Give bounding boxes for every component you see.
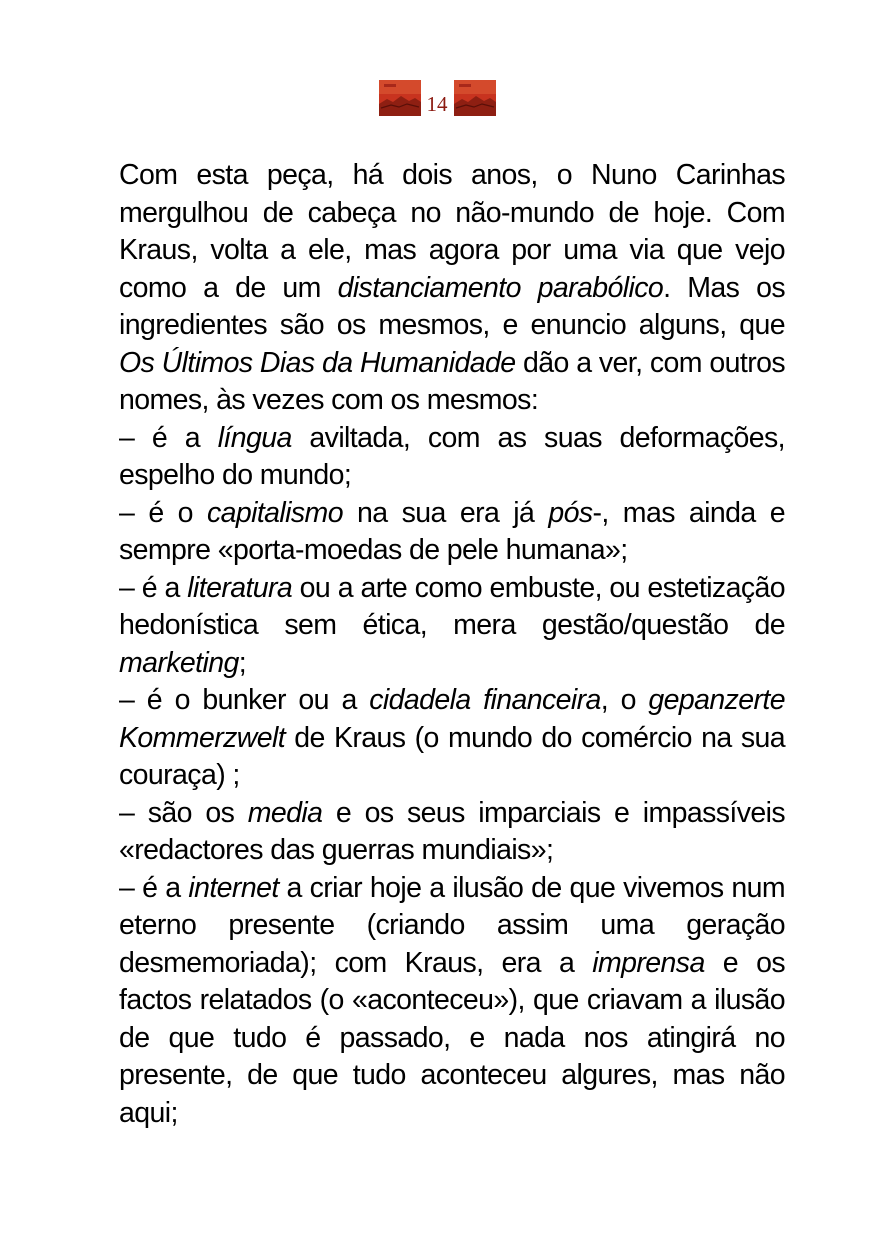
red-landscape-ornament-icon — [379, 80, 421, 116]
text-run: – é a — [119, 421, 218, 454]
text-run: dão a ver, com outros nomes, às vezes com os mesmos: — [119, 346, 785, 416]
text-run: – é o — [119, 496, 207, 529]
italic-run: imprensa — [592, 946, 705, 979]
text-run: – é o bunker ou a — [119, 684, 370, 716]
text-run: – é a — [119, 571, 188, 604]
text-run: e os seus imparciais e impassíveis «redactores das guerras mundiais»; — [119, 796, 785, 866]
list-item-lingua — [119, 420, 785, 495]
italic-run: cidadela financeira — [369, 684, 601, 716]
page-header — [0, 76, 874, 116]
italic-run: capitalismo — [206, 496, 343, 529]
list-item-capitalismo — [119, 495, 785, 570]
italic-run: gepanzerte Kommerzwelt — [119, 684, 785, 754]
italic-run: língua — [217, 421, 292, 454]
italic-run: Os Últimos Dias da Humanidade — [119, 346, 516, 379]
page-number: 14 — [426, 92, 448, 116]
text-run: ; — [238, 646, 247, 679]
list-item-bunker — [119, 682, 785, 795]
text-run: Com esta peça, há dois anos, o Nuno Carinhas mergulhou de cabeça no não-mundo de hoje. Com Kraus, volta a ele, mas agora por uma via que vejo como a de um — [119, 159, 785, 304]
text-run: – é a — [119, 871, 189, 904]
text-run: -, mas ainda e sempre «porta-moedas de pele humana»; — [119, 496, 785, 566]
list-item-internet — [119, 870, 785, 1133]
list-item-media — [119, 795, 785, 870]
italic-run: pós — [548, 496, 593, 529]
text-run: e os factos relatados (o «aconteceu»), que criavam a ilusão de que tudo é passado, e nada nos atingirá no presente, de que tudo aconteceu algures, mas não aqui; — [119, 946, 785, 1129]
italic-run: marketing — [119, 646, 239, 679]
paragraph-intro — [119, 157, 785, 420]
text-run: , o — [600, 684, 649, 716]
text-run: na sua era já — [342, 496, 549, 529]
text-run: aviltada, com as suas deformações, espelho do mundo; — [119, 421, 785, 491]
text-run: a criar hoje a ilusão de que vivemos num eterno presente (criando assim uma geração desmemoriada); com Kraus, era a — [119, 871, 785, 979]
text-run: – são os — [119, 796, 248, 829]
text-run: . Mas os ingredientes são os mesmos, e enuncio alguns, que — [119, 271, 785, 341]
italic-run: literatura — [187, 571, 293, 604]
body-text — [119, 157, 785, 1132]
italic-run: distanciamento parabólico — [337, 271, 664, 304]
list-item-literatura — [119, 570, 785, 683]
text-run: ou a arte como embuste, ou estetização hedonística sem ética, mera gestão/questão de — [119, 571, 785, 641]
italic-run: media — [247, 796, 323, 829]
italic-run: internet — [188, 871, 279, 904]
red-landscape-ornament-icon — [454, 80, 496, 116]
text-run: de Kraus (o mundo do comércio na sua couraça) ; — [119, 721, 785, 791]
